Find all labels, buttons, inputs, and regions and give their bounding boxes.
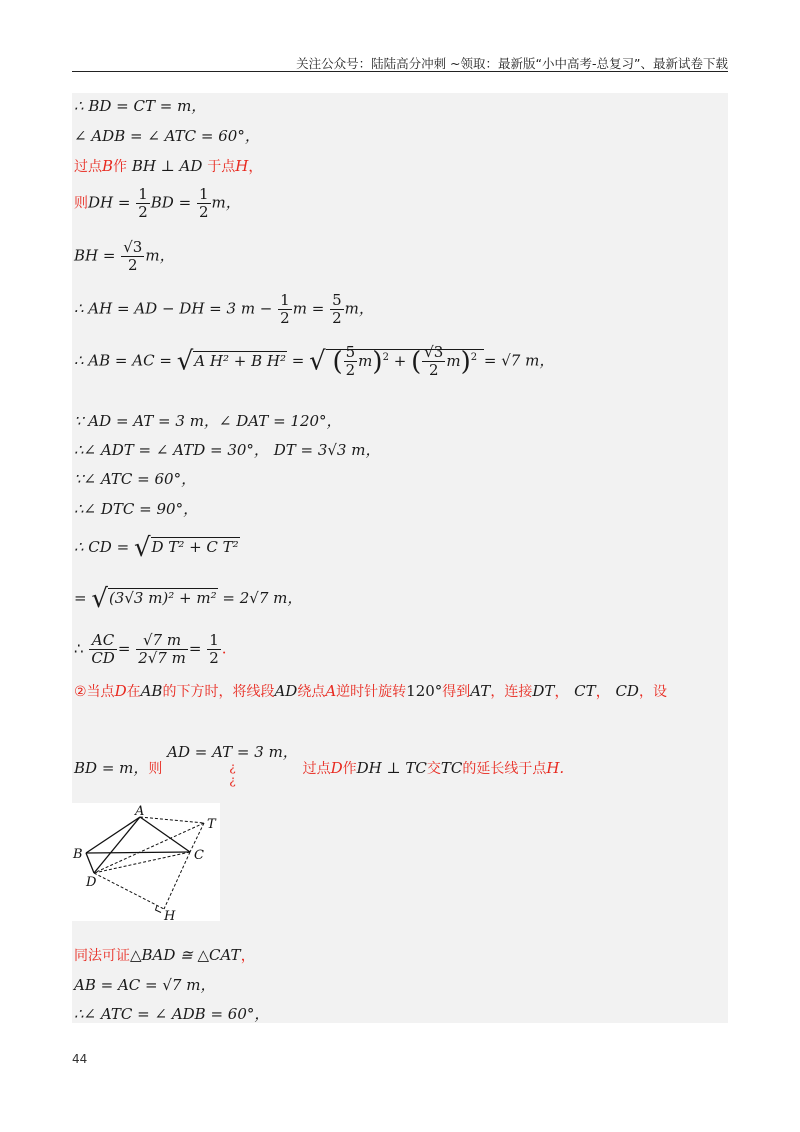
eq-m: m = [292, 299, 325, 318]
fraction-five-halves: $\frac{5}{2}$ [345, 343, 356, 379]
line-ab-ac-root7: AB = AC = √7 m， [74, 976, 216, 994]
page-number: 44 [72, 1052, 88, 1066]
eq-root7-m: = √7 m， [483, 351, 555, 370]
line-angle-atc-adb: ∴∠ ATC = ∠ ADB = 60°， [74, 1005, 270, 1023]
line-ad-at: ∵ AD = AT = 3 m，∠ DAT = 120°， [74, 412, 342, 430]
eq-cd: ∴ CD = [74, 538, 130, 556]
equals: = [74, 589, 87, 607]
fraction-half: $\frac{1}{2}$ [138, 185, 148, 221]
eq-m: m， [145, 246, 175, 265]
radical-sign: √ [309, 346, 326, 377]
segment-dh [94, 873, 164, 909]
label-d: D [86, 875, 97, 890]
eq-2root7-m: = 2√7 m， [222, 589, 303, 607]
line-draw-bh [74, 157, 263, 176]
point-h: H [235, 157, 249, 175]
line-congruent: 同法可证△BAD ≅ △CAT， [74, 946, 256, 964]
fraction-root7m: $\frac{√7 m}{2√7 m}$ [138, 631, 186, 667]
line-cd [74, 533, 240, 563]
eq-dh: DH = [88, 193, 131, 212]
eq-ah: ∴ AH = AD − DH = 3 m − [74, 299, 273, 318]
text-yudian: 于点 [207, 159, 236, 175]
page-header: 关注公众号：陆陆高分冲刺 ~领取：最新版“小中高考-总复习”、最新试卷下载 [296, 56, 728, 71]
segment-ch [164, 852, 190, 909]
fraction-half: $\frac{1}{2}$ [209, 631, 219, 667]
eq-bh-perp-ad: BH ⊥ AD [131, 157, 203, 175]
fraction-half: $\frac{1}{2}$ [198, 185, 209, 221]
line-ah [74, 292, 374, 327]
eq-bd: BD = [150, 193, 192, 212]
radical-sign: √ [133, 533, 151, 563]
line-case-2: ②当点D在AB的下方时，将线段AD绕点A逆时针旋转120°得到AT，连接DT， CT， CD，设 [74, 682, 667, 700]
line-cd-value [74, 584, 303, 614]
segment-dt [94, 823, 204, 873]
line-angle-dtc: ∴∠ DTC = 90°， [74, 500, 199, 518]
text-guodian: 过点 [74, 159, 102, 175]
fraction-half: $\frac{1}{2}$ [280, 291, 290, 327]
eq-bd-ct: BD = CT = m， [88, 97, 207, 115]
radicand-sum: ( $\frac{5}{2}$ m)$^2$ + ( $\frac{√3}{2}$ m)$^2$ [326, 349, 484, 370]
label-h: H [164, 909, 176, 921]
line-ratio: ∴ $\frac{AC}{CD}$ = $\frac{√7 m}{2√7 m}$ = $\frac{1}{2}$ . [74, 631, 227, 667]
eq-m: m， [344, 299, 374, 318]
fraction-root3-over-2: $\frac{√3}{2}$ [424, 343, 444, 379]
equals: = [291, 351, 305, 370]
line-angle-atc: ∵∠ ATC = 60°， [74, 470, 197, 488]
radicand-cd: (3√3 m)² + m² [108, 589, 217, 607]
fraction-root3-over-2: $\frac{√3}{2}$ [123, 238, 143, 274]
radicand-dt-ct: D T² + C T² [151, 538, 239, 556]
eq-m: m， [211, 193, 241, 212]
therefore-symbol: ∴ [74, 97, 84, 115]
label-b: B [73, 847, 83, 862]
segment-ba [86, 817, 140, 853]
line-angle-adt: ∴∠ ADT = ∠ ATD = 30°， DT = 3√3 m， [74, 441, 381, 459]
line-bd-ct [74, 97, 206, 115]
text-ze: 则 [74, 195, 88, 212]
label-t: T [207, 817, 216, 832]
header-rule [72, 71, 728, 72]
line-angle-adb: ∠ ADB = ∠ ATC = 60°， [74, 127, 260, 145]
label-c: C [194, 848, 204, 863]
eq-bh: BH = [74, 246, 116, 265]
comma: ， [248, 157, 264, 175]
line-ab-ac [74, 344, 554, 379]
segment-at [140, 817, 204, 823]
radicand-ah-bh: A H² + B H² [194, 351, 286, 370]
label-a: A [135, 804, 145, 819]
eq-ab-ac: ∴ AB = AC = [74, 351, 172, 370]
segment-ad [94, 817, 140, 873]
segment-bd [86, 853, 94, 873]
therefore-symbol: ∴ [74, 639, 84, 658]
geometry-figure [72, 803, 220, 921]
radical-sign: √ [176, 346, 194, 377]
segment-ac [140, 817, 190, 852]
line-case-2-setup: BD = m，则 AD = AT = 3 m， ¿ ¿ 过点D作DH ⊥ TC交TC的延长线于点H. [74, 743, 565, 787]
text-zuo: 作 [113, 159, 128, 175]
point-b: B [102, 157, 114, 175]
line-dh [74, 186, 241, 221]
fraction-five-halves: $\frac{5}{2}$ [332, 291, 342, 327]
figure-svg [72, 803, 220, 921]
fraction-ac-cd: $\frac{AC}{CD}$ [91, 631, 115, 667]
radical-sign: √ [91, 584, 108, 614]
line-bh [74, 239, 175, 274]
